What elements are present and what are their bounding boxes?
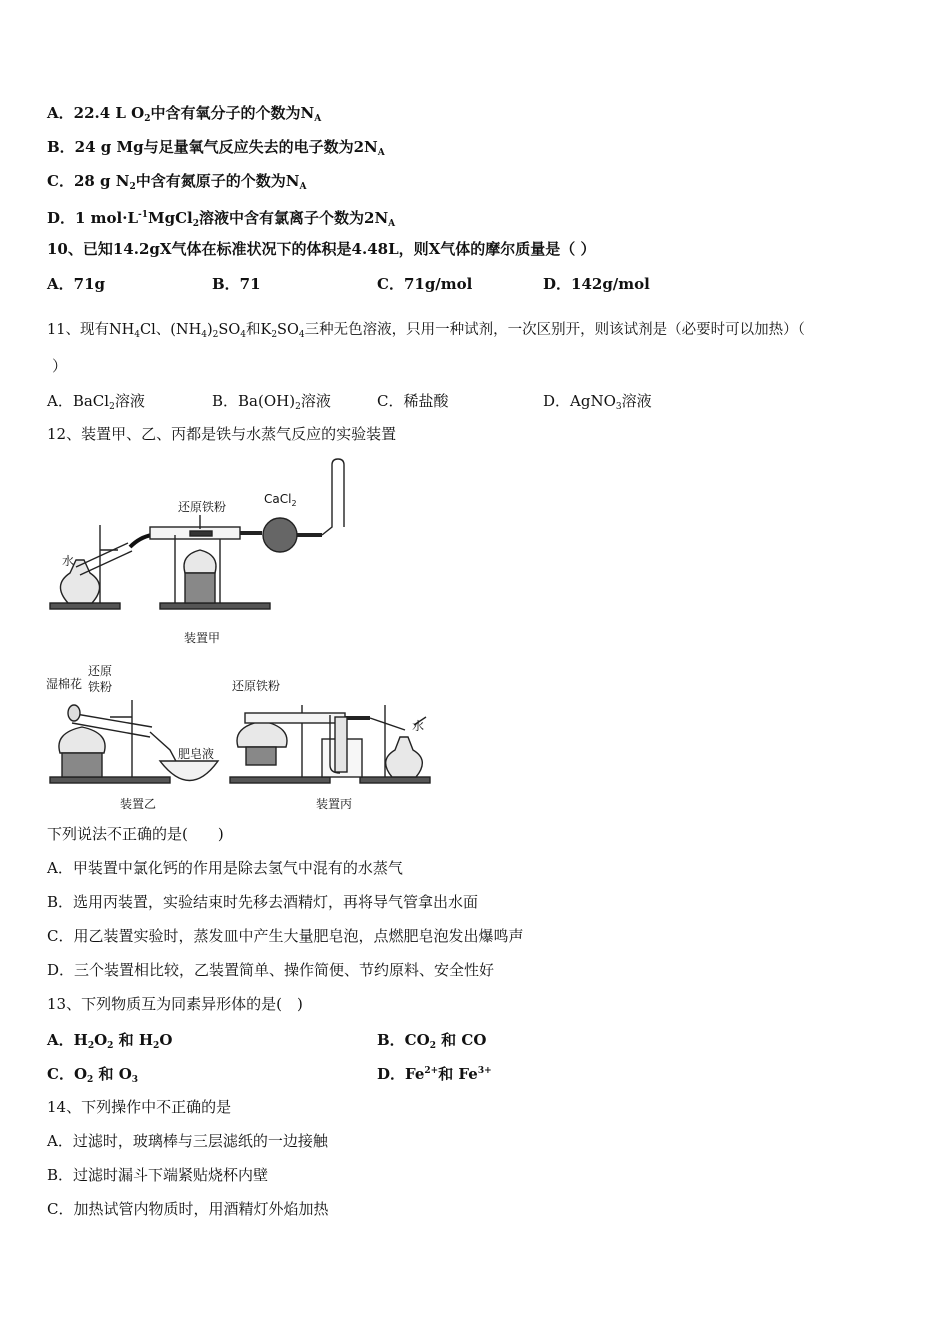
q10-option-d: D．142g/mol (543, 275, 650, 293)
q12-question: 下列说法不正确的是( ) (47, 825, 224, 843)
q12-option-b: B．选用丙装置，实验结束时先移去酒精灯，再将导气管拿出水面 (47, 893, 479, 911)
q14-stem: 14、下列操作中不正确的是 (47, 1098, 232, 1116)
label-iron-jia: 还原铁粉 (178, 500, 227, 514)
q13-option-c: C．$O_2$ 和 $O_3$ (47, 1065, 139, 1085)
label-cacl2: CaCl$_2$ (264, 492, 297, 508)
q10-stem: 10、已知14.2gX气体在标准状况下的体积是4.48L，则X气体的摩尔质量是（ ） (47, 240, 596, 258)
q12-option-a: A．甲装置中氯化钙的作用是除去氢气中混有的水蒸气 (47, 859, 403, 877)
q11-stem: 11、现有$NH_4Cl$、$(NH_4)_2SO_4$和$K_2SO_4$三种无色溶液，只用一种试剂，一次区别开，则该试剂是（必要时可以加热）（ (47, 322, 805, 340)
label-iron-yi-2: 铁粉 (88, 680, 113, 694)
q11-stem-close: ） (52, 357, 68, 375)
q14-option-a: A．过滤时，玻璃棒与三层滤纸的一边接触 (47, 1132, 328, 1150)
q13-option-b: B．$CO_2$ 和 CO (377, 1031, 487, 1051)
q10-option-b: B．71 (212, 275, 261, 293)
q11-option-d: D．AgNO$_3$溶液 (543, 392, 652, 412)
q12-option-d: D．三个装置相比较，乙装置简单、操作简便、节约原料、安全性好 (47, 961, 495, 979)
q13-option-a: A．$H_2O_2$ 和 $H_2O$ (47, 1031, 173, 1051)
q10-option-a: A．71g (47, 275, 106, 293)
caption-jia: 装置甲 (184, 631, 221, 645)
apparatus-figure (40, 455, 460, 820)
label-iron-yi-1: 还原 (88, 664, 113, 678)
q12-stem: 12、装置甲、乙、丙都是铁与水蒸气反应的实验装置 (47, 425, 397, 443)
q12-option-c: C．用乙装置实验时，蒸发皿中产生大量肥皂泡，点燃肥皂泡发出爆鸣声 (47, 927, 524, 945)
caption-bing: 装置丙 (316, 797, 353, 811)
q9-option-a: A．22.4 L $O_2$中含有氧分子的个数为$N_A$ (47, 104, 322, 124)
q11-option-c: C．稀盐酸 (377, 392, 449, 410)
q11-option-b: B．$Ba(OH)_2$溶液 (212, 392, 331, 412)
q13-option-d: D．$Fe^{2+}$和 $Fe^{3+}$ (377, 1065, 492, 1083)
q14-option-c: C．加热试管内物质时，用酒精灯外焰加热 (47, 1200, 329, 1218)
q9-option-b: B．24 g Mg与足量氧气反应失去的电子数为$2N_A$ (47, 138, 385, 158)
caption-yi: 装置乙 (120, 797, 157, 811)
q14-option-b: B．过滤时漏斗下端紧贴烧杯内壁 (47, 1166, 269, 1184)
q9-option-d: D．1 $mol\cdot L^{-1}MgCl_2$溶液中含有氯离子个数为$2N_A$ (47, 209, 396, 229)
q11-option-a: A．BaCl$_2$溶液 (47, 392, 145, 412)
q9-option-c: C．28 g $N_2$中含有氮原子的个数为$N_A$ (47, 172, 307, 192)
q13-stem: 13、下列物质互为同素异形体的是( ) (47, 995, 303, 1013)
label-water-jia: 水 (62, 554, 75, 568)
label-soap: 肥皂液 (178, 747, 215, 761)
label-iron-bing: 还原铁粉 (232, 679, 281, 693)
label-water-bing: 水 (412, 719, 425, 733)
q10-option-c: C．71g/mol (377, 275, 473, 293)
label-cotton: 湿棉花 (46, 677, 83, 691)
